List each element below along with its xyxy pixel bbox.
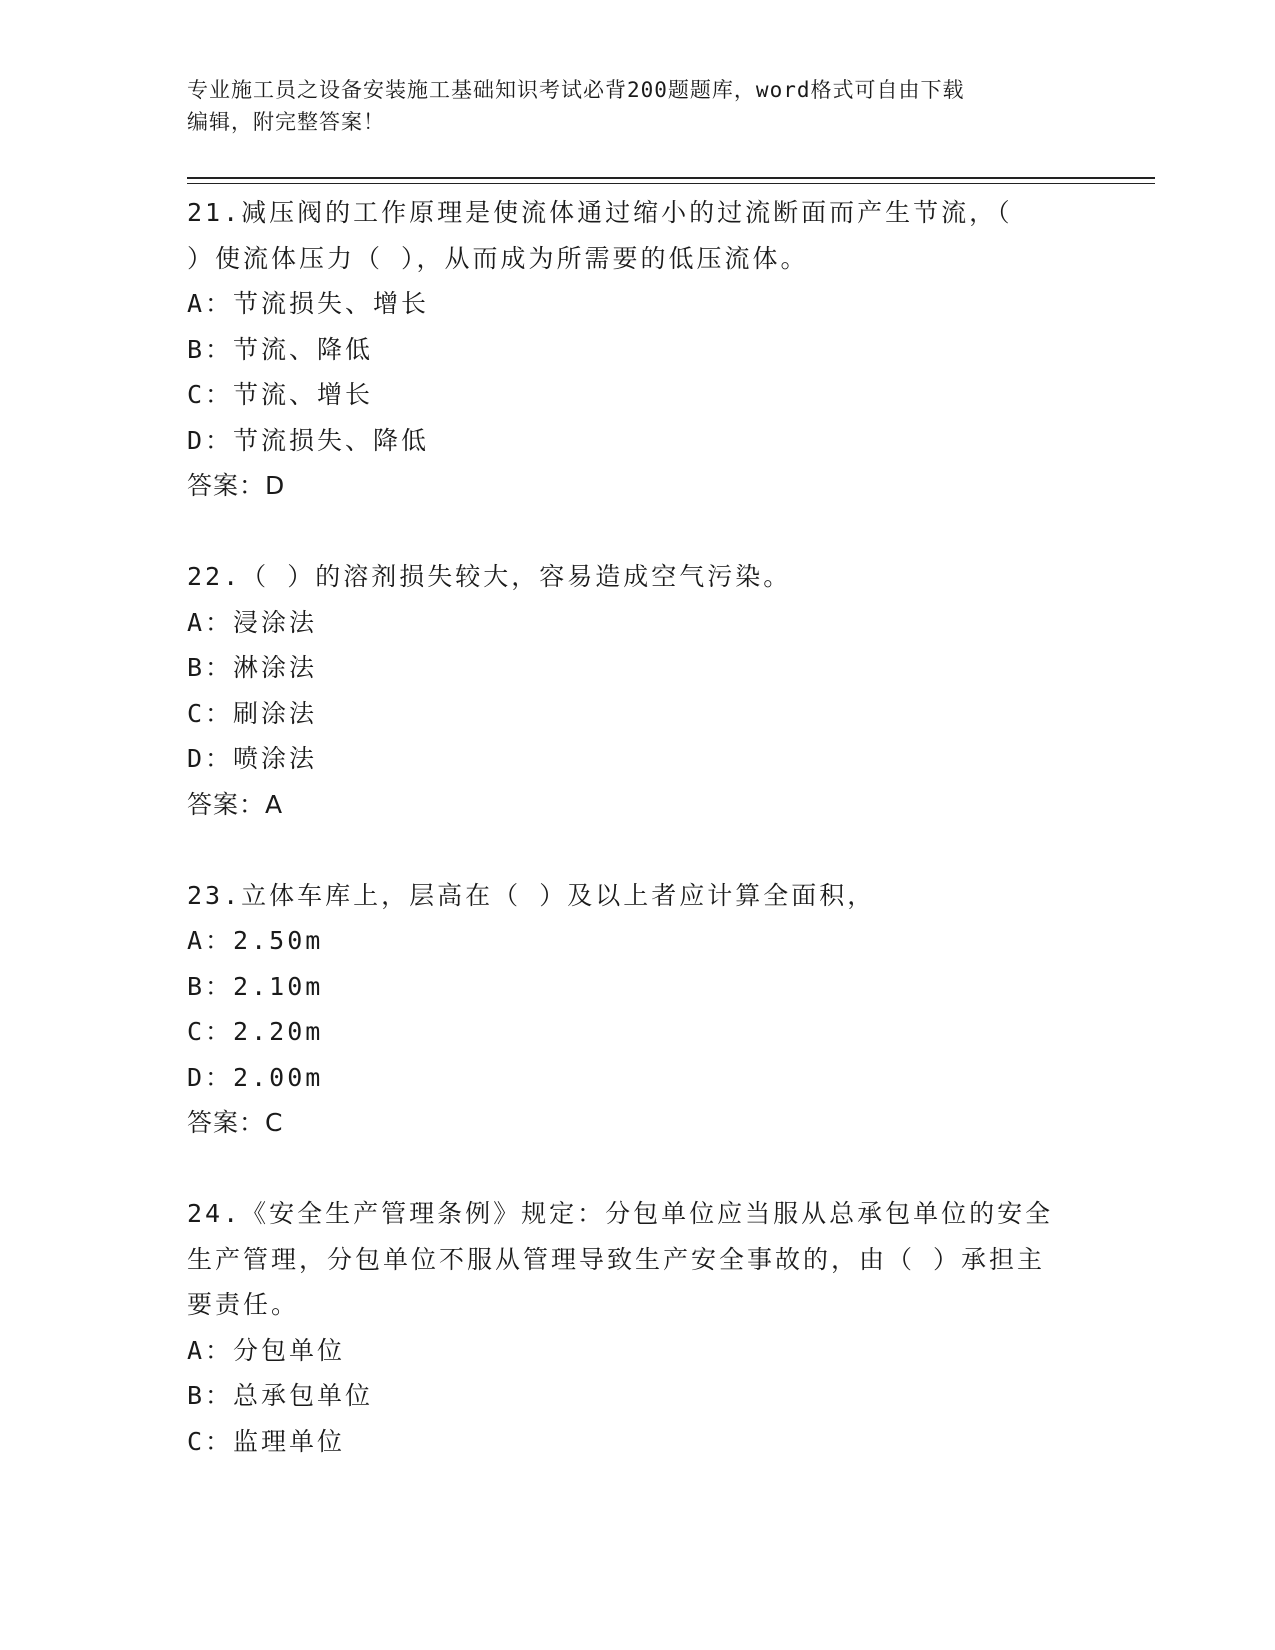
question-block [187, 190, 1077, 509]
option-b: B：2.10m [187, 971, 324, 1001]
option-b: B：淋涂法 [187, 653, 318, 682]
question-stem-line: 要责任。 [187, 1290, 300, 1319]
spacer [187, 509, 1077, 555]
header-divider-thick [187, 177, 1155, 179]
option-b: B：总承包单位 [187, 1381, 374, 1410]
option-a: A：节流损失、增长 [187, 289, 430, 318]
question-block [187, 873, 1077, 1146]
header-divider-thin [187, 183, 1155, 184]
option-c: C：节流、增长 [187, 380, 374, 409]
question-stem-line: 生产管理，分包单位不服从管理导致生产安全事故的，由（ ）承担主 [187, 1244, 1046, 1274]
option-a: A：分包单位 [187, 1335, 346, 1365]
question-stem-line: 22.（ ）的溶剂损失较大，容易造成空气污染。 [187, 562, 792, 591]
option-d: D：节流损失、降低 [187, 425, 430, 455]
header-line-1: 专业施工员之设备安装施工基础知识考试必背200题题库，word格式可自由下载 [187, 78, 965, 102]
question-stem-line: 24.《安全生产管理条例》规定：分包单位应当服从总承包单位的安全 [187, 1199, 1054, 1228]
question-block [187, 554, 1077, 827]
option-a: A：浸涂法 [187, 607, 318, 637]
question-stem-line: 23.立体车库上，层高在（ ）及以上者应计算全面积， [187, 880, 876, 910]
header-line-2: 编辑，附完整答案！ [187, 110, 385, 134]
answer-line: 答案：C [187, 1108, 284, 1137]
question-block [187, 1191, 1077, 1464]
question-stem-line: ）使流体压力（ ），从而成为所需要的低压流体。 [187, 243, 809, 273]
document-header [187, 74, 1067, 138]
option-c: C：刷涂法 [187, 698, 318, 728]
question-stem-line: 21.减压阀的工作原理是使流体通过缩小的过流断面而产生节流，（ [187, 198, 1013, 227]
option-c: C：监理单位 [187, 1426, 346, 1456]
spacer [187, 1146, 1077, 1192]
option-d: D：2.00m [187, 1062, 324, 1092]
answer-line: 答案：A [187, 789, 284, 819]
option-a: A：2.50m [187, 926, 324, 955]
question-list [187, 190, 1077, 1464]
option-d: D：喷涂法 [187, 744, 318, 773]
option-c: C：2.20m [187, 1017, 324, 1046]
spacer [187, 827, 1077, 873]
answer-line: 答案：D [187, 471, 286, 500]
option-b: B：节流、降低 [187, 334, 374, 364]
